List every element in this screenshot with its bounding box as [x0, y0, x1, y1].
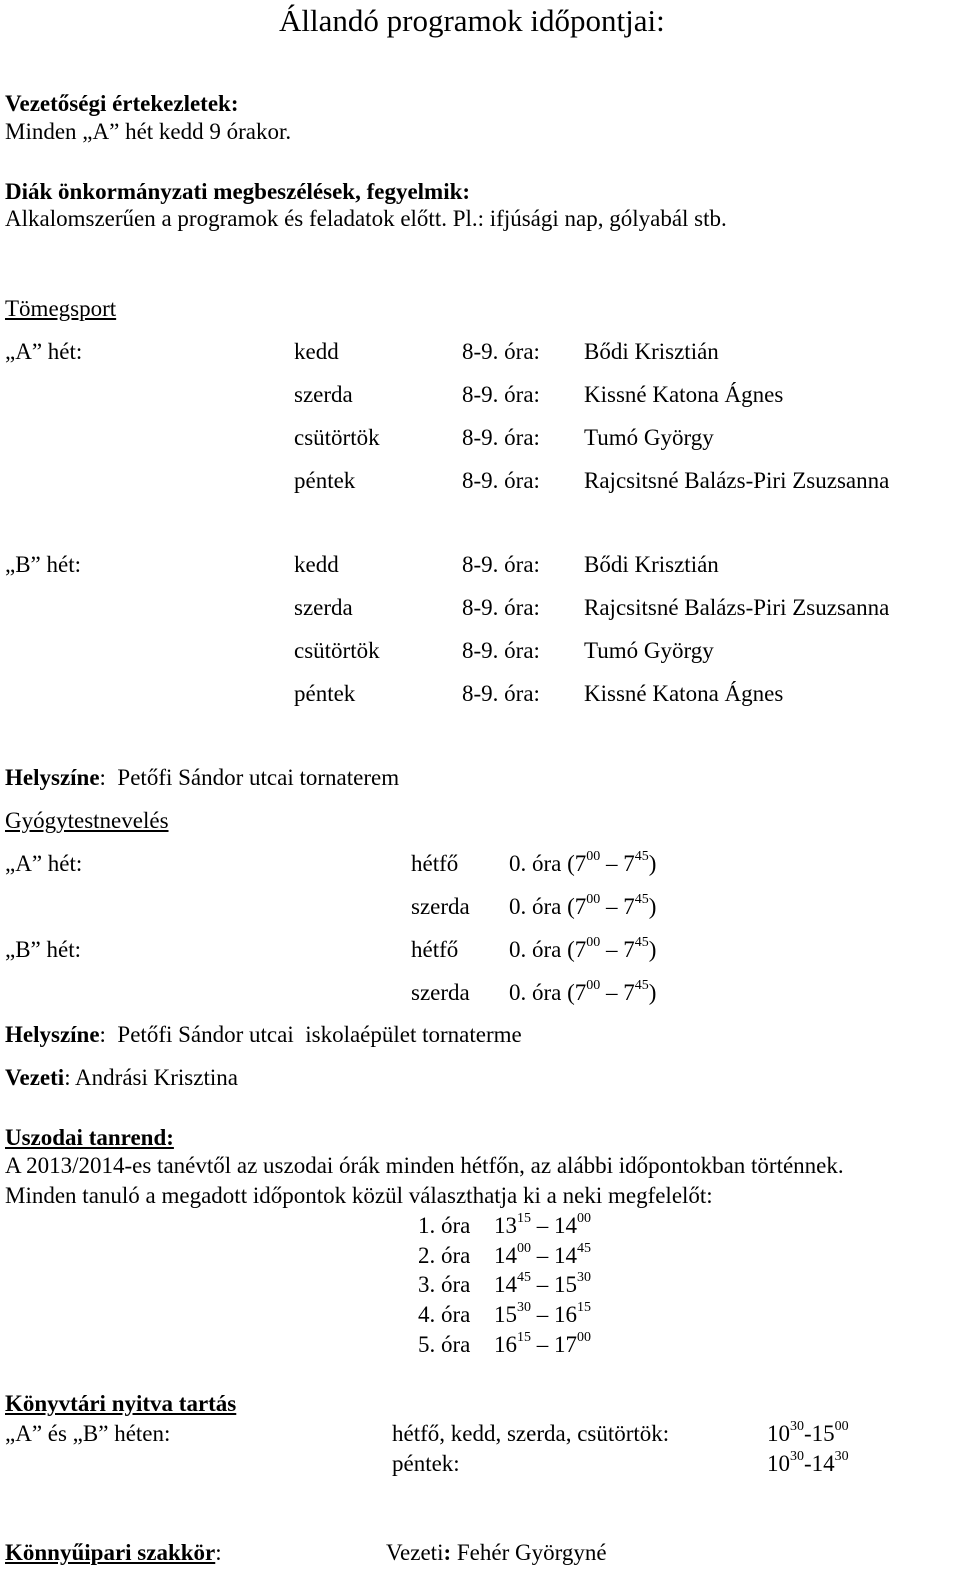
pool-line-1: A 2013/2014-es tanévtől az uszodai órák minden hétfőn, az alábbi időpontokban történnek.	[5, 1153, 844, 1178]
medical-venue-text: : Petőfi Sándor utcai iskolaépület tornaterme	[99, 1022, 522, 1047]
bookbinding-lead-colon: :	[443, 1540, 452, 1565]
pool-slot-end-hour: 15	[554, 1272, 577, 1297]
sport-b-person: Kissné Katona Ágnes	[584, 681, 784, 706]
sport-b-person: Tumó György	[584, 638, 714, 663]
pool-slot-start-hour: 14	[494, 1272, 517, 1297]
sport-venue-text: : Petőfi Sándor utcai tornaterem	[99, 765, 400, 790]
bookbinding-lead-name: Fehér Györgyné	[451, 1540, 607, 1565]
sport-a-time: 8-9. óra:	[462, 468, 540, 493]
medical-time-sup: 45	[634, 935, 649, 951]
pool-heading: Uszodai tanrend:	[5, 1125, 174, 1150]
pool-slot-start-min: 15	[517, 1211, 531, 1227]
medical-time-end: )	[648, 937, 657, 962]
library-hours-1	[767, 1420, 849, 1448]
pool-slot-label: 3. óra	[418, 1272, 471, 1297]
sport-a-person: Rajcsitsné Balázs-Piri Zsuzsanna	[584, 468, 890, 493]
sport-venue-label: Helyszíne	[5, 765, 100, 790]
pool-slot-end-min: 15	[577, 1300, 591, 1316]
medical-lead-text: : Andrási Krisztina	[64, 1065, 238, 1090]
pool-slot-start-hour: 14	[494, 1243, 517, 1268]
sport-a-week-label: „A” hét:	[5, 339, 83, 364]
student-heading: Diák önkormányzati megbeszélések, fegyelmik:	[5, 179, 471, 204]
sport-b-time: 8-9. óra:	[462, 595, 540, 620]
pool-slot-time: $14^{00} - 14^{45}$	[494, 1241, 591, 1268]
sport-heading: Tömegsport	[5, 296, 117, 321]
medical-venue	[5, 1021, 522, 1049]
sport-b-week-label: „B” hét:	[5, 552, 81, 577]
medical-lead-label: Vezeti	[5, 1065, 65, 1090]
pool-slot-time: $15^{30} - 16^{15}$	[494, 1300, 591, 1327]
pool-slot-label: 2. óra	[418, 1243, 471, 1268]
pool-slot-label: 1. óra	[418, 1213, 471, 1238]
pool-slot-start-hour: 13	[494, 1213, 517, 1238]
medical-day: hétfő	[411, 937, 459, 962]
sport-b-time: 8-9. óra:	[462, 552, 540, 577]
library-open-hour: 10	[767, 1451, 790, 1476]
library-close-min: 00	[834, 1419, 849, 1435]
pool-slot-label: 4. óra	[418, 1302, 471, 1327]
medical-time-end: )	[648, 851, 657, 876]
library-open-min: 30	[790, 1449, 804, 1465]
sport-a-day: csütörtök	[294, 425, 380, 450]
pool-slot-start-hour: 16	[494, 1332, 517, 1357]
medical-heading: Gyógytestnevelés	[5, 808, 169, 833]
library-heading: Könyvtári nyitva tartás	[5, 1391, 237, 1416]
medical-venue-label: Helyszíne	[5, 1022, 100, 1047]
pool-slot-end-hour: 16	[554, 1302, 577, 1327]
medical-day: szerda	[411, 894, 470, 919]
sport-b-day: csütörtök	[294, 638, 380, 663]
pool-slot-start-min: 30	[517, 1300, 531, 1316]
pool-slot-end-hour: 17	[554, 1332, 577, 1357]
medical-time-sup: 00	[586, 892, 601, 908]
medical-time-end: )	[648, 980, 657, 1005]
medical-time	[509, 979, 656, 1007]
medical-time-sup: 00	[586, 935, 601, 951]
library-hours-2	[767, 1450, 849, 1478]
pool-slot-time: $14^{45} - 15^{30}$	[494, 1270, 591, 1297]
sport-b-day: szerda	[294, 595, 353, 620]
sport-a-day: kedd	[294, 339, 339, 364]
bookbinding-heading-colon: :	[215, 1540, 222, 1565]
medical-time-prefix: 0. óra (7	[509, 980, 587, 1005]
sport-b-time: 8-9. óra:	[462, 638, 540, 663]
sport-a-day: péntek	[294, 468, 356, 493]
medical-time-dash: – 7	[600, 894, 635, 919]
sport-a-day: szerda	[294, 382, 353, 407]
sport-b-day: kedd	[294, 552, 339, 577]
library-close-min: 30	[834, 1449, 849, 1465]
pool-slot-time: $13^{15} - 14^{00}$	[494, 1211, 591, 1238]
library-close-hour: -14	[804, 1451, 835, 1476]
pool-slot-end-min: 45	[577, 1241, 591, 1257]
medical-time-sup: 45	[634, 849, 649, 865]
pool-slot-start-min: 00	[517, 1241, 531, 1257]
library-open-min: 30	[790, 1419, 804, 1435]
medical-lead	[5, 1064, 238, 1092]
medical-time	[509, 850, 656, 878]
bookbinding-heading-text: Könnyűipari szakkör	[5, 1540, 216, 1565]
library-open-hour: 10	[767, 1421, 790, 1446]
medical-time	[509, 936, 656, 964]
student-text: Alkalomszerűen a programok és feladatok előtt. Pl.: ifjúsági nap, gólyabál stb.	[5, 206, 727, 231]
pool-slot-start-min: 45	[517, 1270, 531, 1286]
pool-slot-end-min: 00	[577, 1330, 591, 1346]
medical-time-dash: – 7	[600, 851, 635, 876]
sport-a-time: 8-9. óra:	[462, 382, 540, 407]
medical-time-prefix: 0. óra (7	[509, 851, 587, 876]
meetings-text: Minden „A” hét kedd 9 órakor.	[5, 119, 292, 144]
medical-time	[509, 893, 656, 921]
pool-slot-label: 5. óra	[418, 1332, 471, 1357]
library-week-label: „A” és „B” héten:	[5, 1421, 171, 1446]
medical-time-dash: – 7	[600, 980, 635, 1005]
library-days-2: péntek:	[392, 1451, 460, 1476]
medical-time-prefix: 0. óra (7	[509, 894, 587, 919]
sport-a-person: Bődi Krisztián	[584, 339, 719, 364]
pool-slot-end-min: 00	[577, 1211, 591, 1227]
sport-b-time: 8-9. óra:	[462, 681, 540, 706]
medical-b-week-label: „B” hét:	[5, 937, 81, 962]
medical-day: hétfő	[411, 851, 459, 876]
sport-b-person: Bődi Krisztián	[584, 552, 719, 577]
pool-slot-time: $16^{15} - 17^{00}$	[494, 1330, 591, 1357]
sport-a-person: Kissné Katona Ágnes	[584, 382, 784, 407]
pool-slot-start-min: 15	[517, 1330, 531, 1346]
bookbinding-lead	[386, 1539, 607, 1567]
page-title: Állandó programok időpontjai:	[279, 3, 665, 38]
sport-a-time: 8-9. óra:	[462, 339, 540, 364]
sport-b-day: péntek	[294, 681, 356, 706]
sport-venue	[5, 764, 399, 792]
medical-time-prefix: 0. óra (7	[509, 937, 587, 962]
pool-line-2: Minden tanuló a megadott időpontok közül választhatja ki a neki megfelelőt:	[5, 1183, 713, 1208]
bookbinding-lead-label: Vezeti	[386, 1540, 444, 1565]
sport-b-person: Rajcsitsné Balázs-Piri Zsuzsanna	[584, 595, 890, 620]
pool-slot-end-hour: 14	[554, 1243, 577, 1268]
pool-slot-start-hour: 15	[494, 1302, 517, 1327]
medical-time-sup: 00	[586, 978, 601, 994]
sport-a-time: 8-9. óra:	[462, 425, 540, 450]
bookbinding-heading	[5, 1539, 222, 1567]
medical-day: szerda	[411, 980, 470, 1005]
medical-time-dash: – 7	[600, 937, 635, 962]
medical-time-sup: 45	[634, 978, 649, 994]
medical-time-sup: 45	[634, 892, 649, 908]
meetings-heading: Vezetőségi értekezletek:	[5, 91, 239, 116]
pool-slot-end-min: 30	[577, 1270, 591, 1286]
medical-a-week-label: „A” hét:	[5, 851, 83, 876]
pool-slot-end-hour: 14	[554, 1213, 577, 1238]
medical-time-sup: 00	[586, 849, 601, 865]
library-days-1: hétfő, kedd, szerda, csütörtök:	[392, 1421, 670, 1446]
library-close-hour: -15	[804, 1421, 835, 1446]
sport-a-person: Tumó György	[584, 425, 714, 450]
medical-time-end: )	[648, 894, 657, 919]
